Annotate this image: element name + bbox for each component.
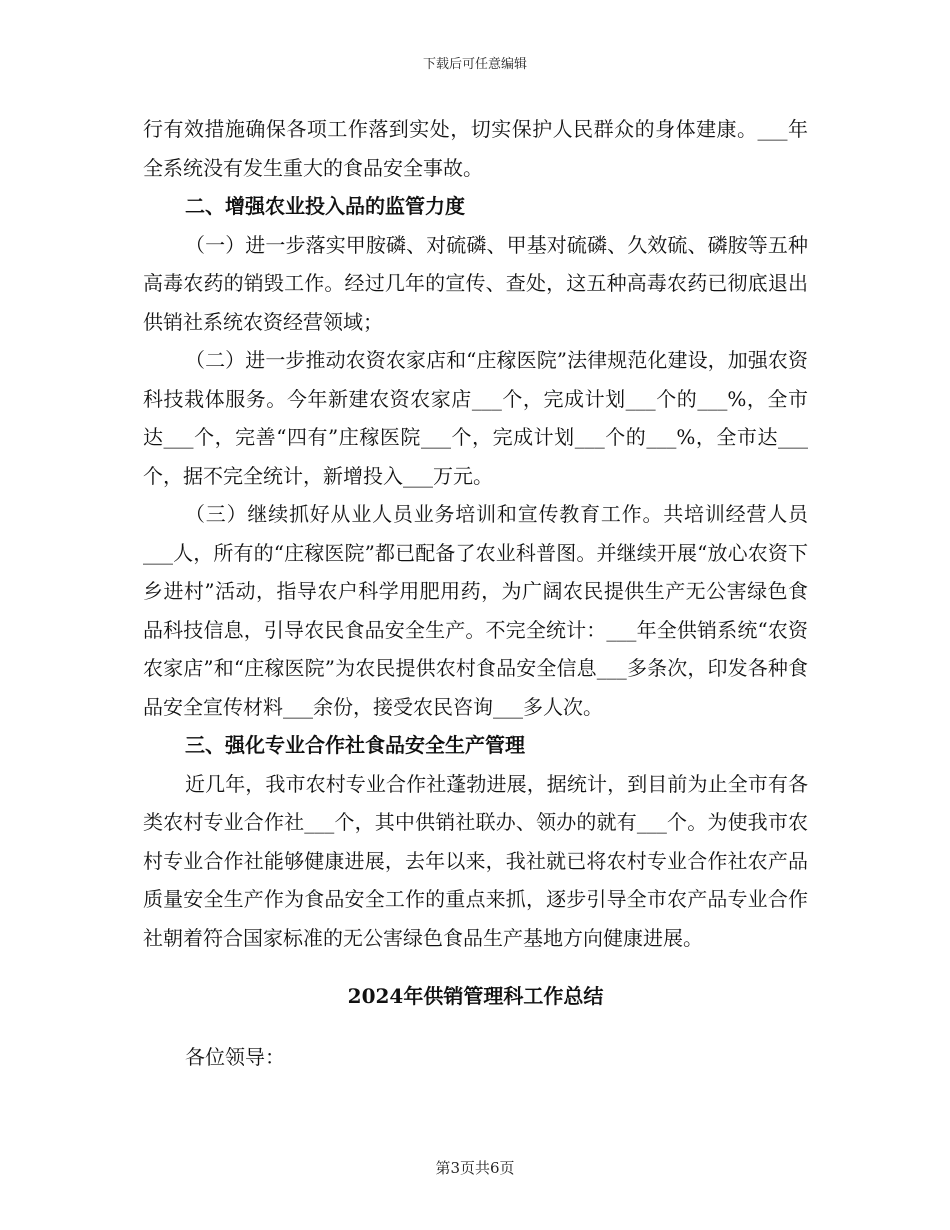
section-heading-3: 三、强化专业合作社食品安全生产管理 (185, 733, 525, 757)
salutation: 各位领导： (185, 1044, 285, 1069)
paragraph-continued: 行有效措施确保各项工作落到实处，切实保护人民群众的身体建康。___年全系统没有发生重大的食品安全事故。 (143, 117, 808, 180)
section-heading-2: 二、增强农业投入品的监管力度 (185, 194, 465, 218)
page-number: 第3页共6页 (435, 1159, 515, 1177)
page-header: 下载后可任意编辑 (422, 57, 527, 72)
document-body (143, 110, 808, 1076)
paragraph-cooperatives: 近几年，我市农村专业合作社蓬勃进展，据统计，到目前为止全市有各类农村专业合作社___个，其中供销社联办、领办的就有___个。为使我市农村专业合作社能够健康进展，去年以来，我社就已将农村专业合作社农产品质量安全生产作为食品安全工作的重点来抓，逐步引导全市农产品专业合作社朝着符合国家标准的无公害绿色食品生产基地方向健康进展。 (143, 771, 808, 950)
paragraph-item-1: （一）进一步落实甲胺磷、对硫磷、甲基对硫磷、久效硫、磷胺等五种高毒农药的销毁工作。经过几年的宣传、查处，这五种高毒农药已彻底退出供销社系统农资经营领域； (143, 232, 808, 334)
paragraph-item-3: （三）继续抓好从业人员业务培训和宣传教育工作。共培训经营人员___人，所有的“庄稼医院”都已配备了农业科普图。并继续开展“放心农资下乡进村”活动，指导农户科学用肥用药，为广阔农民提供生产无公害绿色食品科技信息，引导农民食品安全生产。不完全统计：___年全供销系统“农资农家店”和“庄稼医院”为农民提供农村食品安全信息___多条次，印发各种食品安全宣传材料___余份，接受农民咨询___多人次。 (143, 502, 808, 719)
paragraph-item-2: （二）进一步推动农资农家店和“庄稼医院”法律规范化建设，加强农资科技栽体服务。今年新建农资农家店___个，完成计划___个的___%，全市达___个，完善“四有”庄稼医院___个，完成计划___个的___%，全市达___个，据不完全统计，新增投入___万元。 (143, 348, 808, 488)
document-title: 2024年供销管理科工作总结 (347, 984, 604, 1008)
